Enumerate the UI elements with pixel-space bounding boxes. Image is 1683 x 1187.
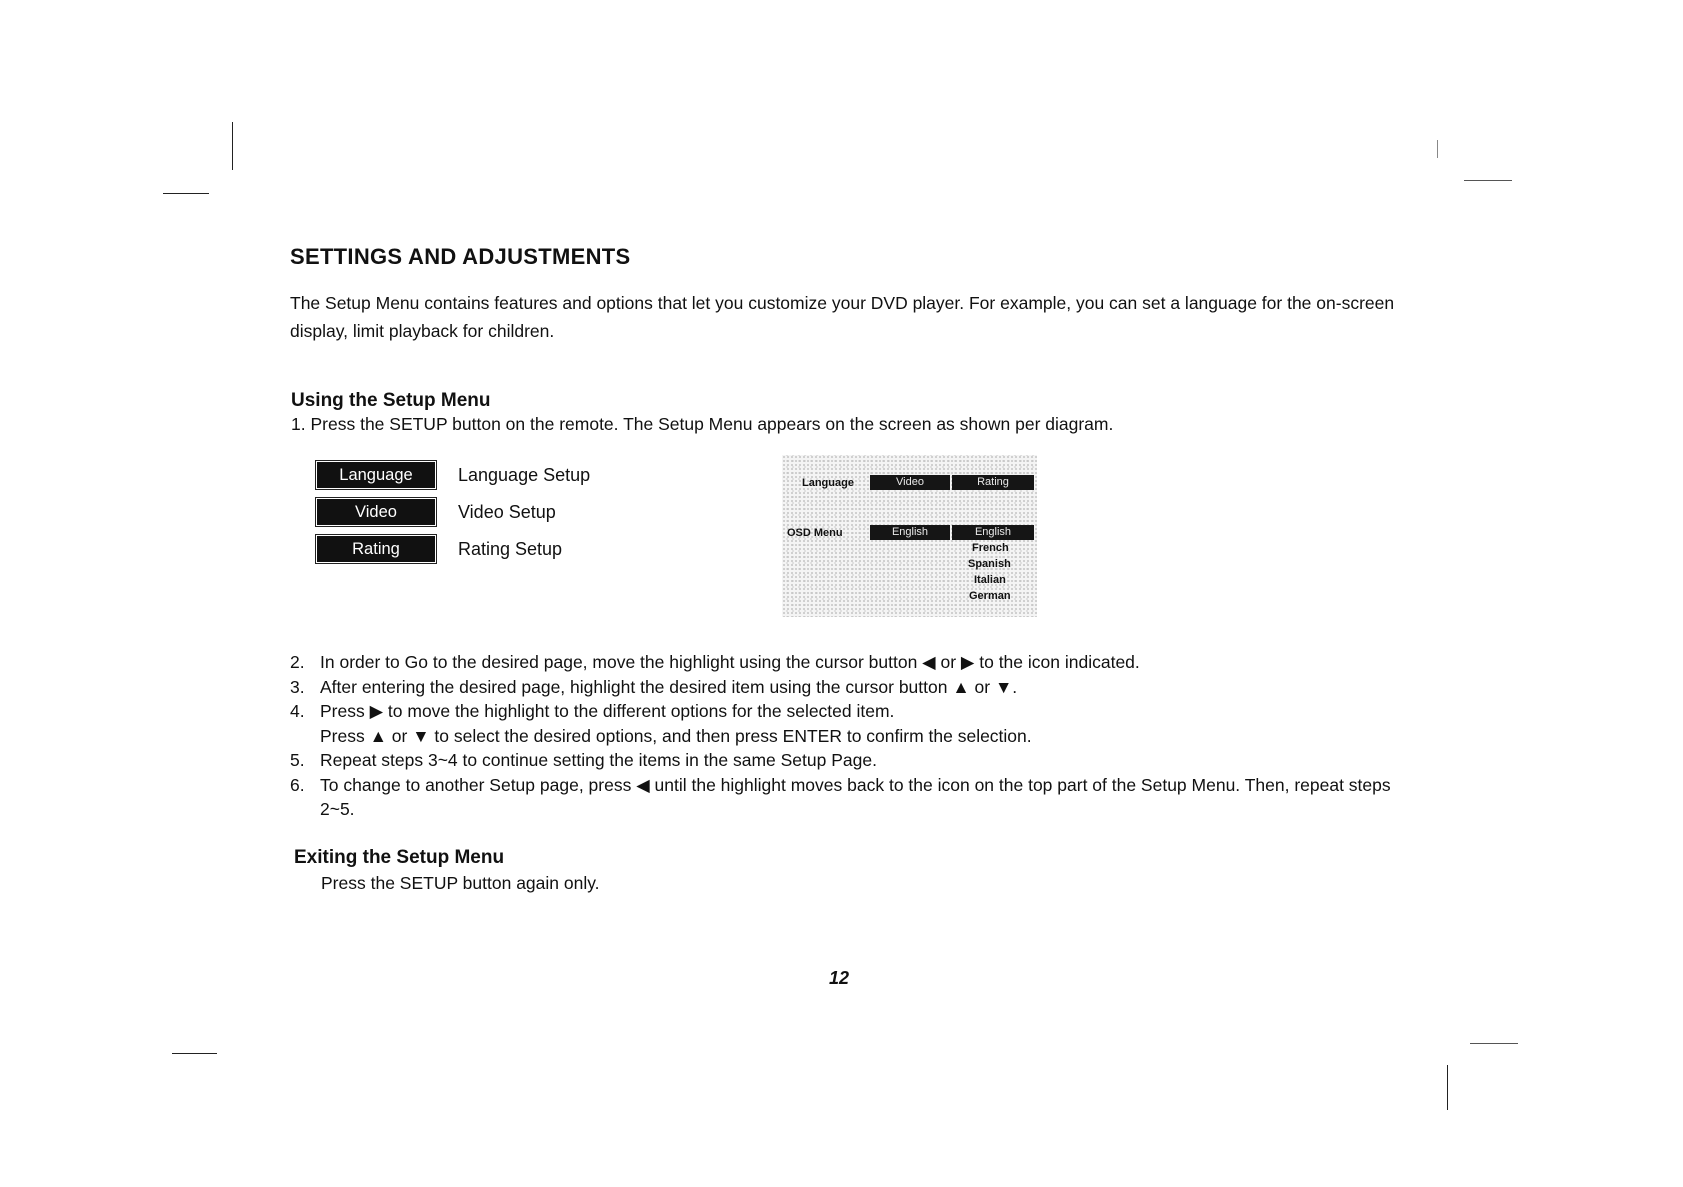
step-1	[291, 414, 1113, 435]
step-text: In order to Go to the desired page, move the highlight using the cursor button ◀ or ▶ to the icon indicated.	[320, 652, 1140, 672]
crop-mark	[1464, 180, 1512, 181]
crop-mark	[163, 193, 209, 194]
exiting-setup-menu-heading: Exiting the Setup Menu	[294, 847, 505, 868]
step-3	[290, 675, 1410, 700]
step-text: After entering the desired page, highlight the desired item using the cursor button ▲ or ▼.	[320, 676, 1018, 697]
step-number: 6.	[290, 774, 305, 795]
video-icon-box: Video	[316, 498, 436, 526]
step-number: 4.	[290, 701, 305, 721]
step-number: 3.	[290, 676, 305, 697]
step-6	[290, 773, 1410, 822]
osd-option: Italian	[974, 574, 1006, 586]
step-4	[290, 699, 1410, 748]
video-tab: Video	[870, 475, 950, 490]
exiting-instruction: Press the SETUP button again only.	[321, 873, 600, 893]
icon-row-rating	[316, 535, 562, 563]
steps-list	[290, 650, 1410, 822]
step-2	[290, 650, 1410, 675]
step-number: 5.	[290, 750, 305, 770]
osd-option-selected: English	[952, 525, 1034, 540]
crop-mark	[1470, 1043, 1518, 1044]
icon-description: Rating Setup	[458, 538, 563, 559]
intro-paragraph: The Setup Menu contains features and options that let you customize your DVD player. For example, you can set a language for the on-screen display, limit playback for children.	[290, 293, 1395, 341]
step-text: Press ▲ or ▼ to select the desired options, and then press ENTER to confirm the selection.	[320, 725, 1032, 746]
crop-mark	[1447, 1065, 1448, 1110]
step-text: Press ▶ to move the highlight to the different options for the selected item.	[320, 701, 895, 721]
rating-tab: Rating	[952, 475, 1034, 490]
step-number: 2.	[290, 652, 305, 672]
icon-description: Video Setup	[458, 501, 556, 522]
language-icon-box: Language	[316, 461, 436, 489]
crop-mark	[1437, 140, 1438, 158]
step-text: Repeat steps 3~4 to continue setting the items in the same Setup Page.	[320, 750, 877, 770]
page-number: 12	[829, 968, 850, 988]
rating-icon-box: Rating	[316, 535, 436, 563]
crop-mark	[172, 1053, 217, 1054]
osd-menu-label: OSD Menu	[787, 527, 843, 539]
step-text: To change to another Setup page, press ◀ until the highlight moves back to the icon on the top part of the Setup Menu. Then, repeat steps 2~5.	[320, 774, 1391, 819]
language-label: Language	[802, 477, 854, 489]
osd-option: French	[972, 542, 1009, 554]
step-number: 1.	[291, 414, 306, 434]
step-text: Press the SETUP button on the remote. The Setup Menu appears on the screen as shown per diagram.	[310, 414, 1114, 434]
page-title: SETTINGS AND ADJUSTMENTS	[290, 244, 631, 269]
osd-option: Spanish	[968, 558, 1011, 570]
icon-row-video	[316, 498, 556, 526]
osd-option: German	[969, 590, 1011, 602]
using-setup-menu-heading: Using the Setup Menu	[291, 390, 491, 411]
icon-row-language	[316, 461, 590, 489]
icon-description: Language Setup	[458, 464, 591, 485]
setup-menu-diagram	[782, 455, 1037, 617]
osd-current-value: English	[870, 525, 950, 540]
crop-mark	[232, 122, 233, 170]
step-5	[290, 748, 1410, 773]
